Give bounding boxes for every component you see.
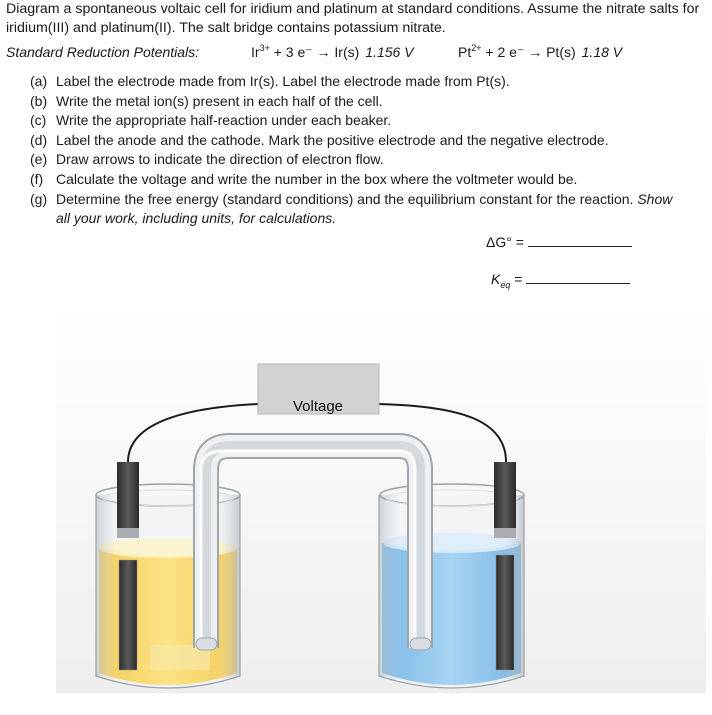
pt-charge: 2+	[471, 43, 482, 53]
question-number: (d)	[30, 131, 48, 148]
question-text: Draw arrows to indicate the direction of electron flow.	[56, 151, 384, 168]
keq-equals: =	[510, 271, 523, 287]
keq-sub: eq	[500, 279, 511, 290]
right-electrode	[494, 462, 516, 670]
salt-bridge-right-end	[410, 638, 431, 650]
left-electrode-upper	[117, 462, 139, 532]
pt-ion: Pt	[458, 44, 472, 60]
question-number: (a)	[30, 73, 48, 89]
right-electrode-lower	[496, 555, 514, 670]
intro-paragraph: Diagram a spontaneous voltaic cell for iridium and platinum at standard conditions. Assume the nitrate salts for iridium(III) and platinum(II). The salt bridge contains potassium nitrate.	[6, 1, 700, 36]
question-number: (c)	[30, 112, 47, 129]
question-text: Write the appropriate half-reaction under each beaker.	[56, 112, 392, 129]
question-emphasis: Show all your work, including units, for calculations.	[56, 190, 673, 227]
right-electrode-collar	[494, 528, 516, 538]
pt-rest: + 2 e⁻ → Pt(s)	[481, 44, 576, 60]
question-number: (b)	[30, 92, 48, 109]
ir-ion: Ir	[251, 44, 260, 60]
potentials-label: Standard Reduction Potentials:	[6, 44, 200, 60]
ir-potential: 1.156 V	[365, 44, 414, 60]
keq-k: K	[491, 271, 501, 287]
ir-charge: 3+	[259, 43, 270, 53]
question-text: Calculate the voltage and write the number in the box where the voltmeter would be.	[56, 170, 578, 187]
voltmeter-label: Voltage	[292, 398, 344, 415]
ir-rest: + 3 e⁻ → Ir(s)	[269, 44, 360, 60]
pt-potential: 1.18 V	[581, 44, 623, 60]
left-electrode	[117, 462, 139, 670]
right-electrode-upper	[494, 462, 516, 532]
left-electrode-collar	[117, 528, 139, 538]
question-number: (f)	[30, 170, 44, 187]
left-electrode-lower	[119, 560, 137, 670]
salt-bridge-left-end	[196, 638, 217, 650]
question-number: (e)	[30, 151, 48, 168]
question-text: Label the anode and the cathode. Mark the positive electrode and the negative electrode.	[56, 131, 609, 148]
question-text: Determine the free energy (standard conditions) and the equilibrium constant for the reaction.	[56, 190, 638, 207]
delta-g-label: ΔG° =	[486, 234, 524, 250]
question-text: Label the electrode made from Ir(s). Label the electrode made from Pt(s).	[56, 73, 510, 89]
question-text: Write the metal ion(s) present in each half of the cell.	[56, 92, 383, 109]
question-number: (g)	[30, 190, 48, 207]
